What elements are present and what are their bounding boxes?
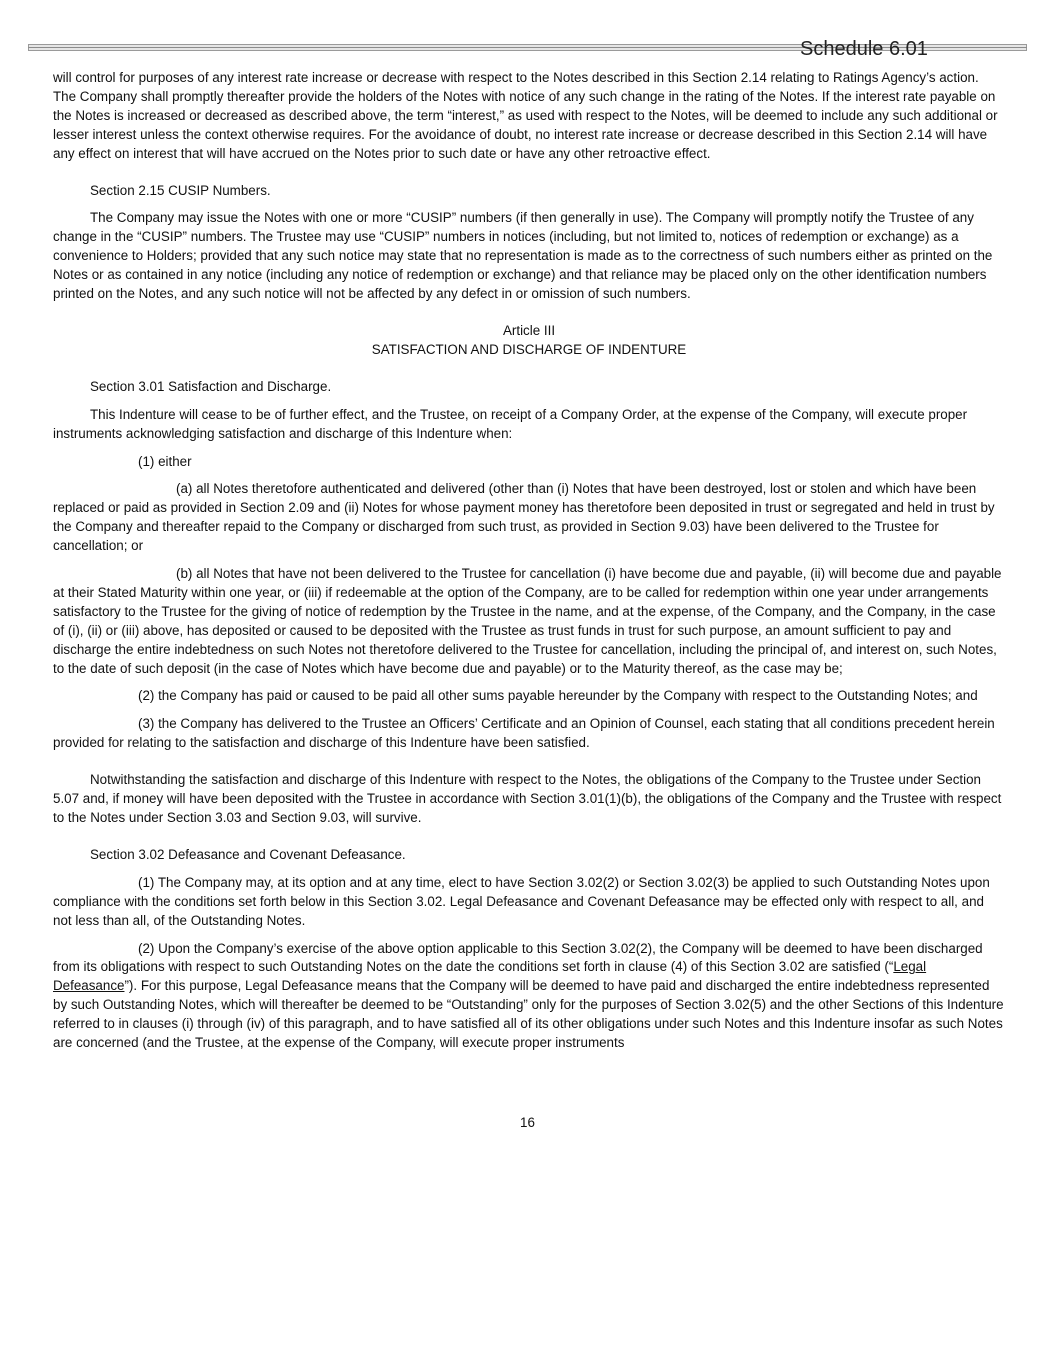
defined-term-legal-defeasance: Legal Defeasance bbox=[53, 959, 927, 994]
schedule-label: Schedule 6.01 bbox=[800, 38, 928, 60]
clause-1: (1) either bbox=[138, 453, 192, 469]
section-2-15-paragraph: The Company may issue the Notes with one or more “CUSIP” numbers (if then generally in use). The Company will promptly notify the Trustee of any change in the “CUSIP” numbers. The Trustee may use “CUSIP” numbers in notices (including, but not limited to, notices of redemption or exchange) as a convenience to Holders; provided that any such notice may state that no representation is made as to the correctness of such numbers either as printed on the Notes or as contained in any notice (including any notice of redemption or exchange) and that reliance may be placed only on the other identification numbers printed on the Notes, and any such notice will not be affected by any defect in or omission of such numbers. bbox=[53, 210, 993, 302]
section-2-15-heading: Section 2.15 CUSIP Numbers. bbox=[90, 182, 271, 198]
section-3-02-clause-2 bbox=[53, 940, 1005, 1053]
page-number: 16 bbox=[520, 1115, 535, 1130]
clause-2-text-end: ”). For this purpose, Legal Defeasance means that the Company will be deemed to have paid and discharged the entire indebtedness represented by such Outstanding Notes, which will thereafter be deemed to be “Outstanding” only for the purposes of Section 3.02(5) and the other Sections of this Indenture referred to in clauses (i) through (iv) of this paragraph, and to have satisfied all of its other obligations under such Notes and this Indenture insofar as such Notes are concerned (and the Trustee, at the expense of the Company, will execute proper instruments bbox=[53, 978, 1004, 1051]
section-3-01-paragraph: This Indenture will cease to be of further effect, and the Trustee, on receipt of a Company Order, at the expense of the Company, will execute proper instruments acknowledging satisfaction and discharge of this Indenture when: bbox=[53, 406, 968, 441]
paragraph-carryover: will control for purposes of any interest rate increase or decrease with respect to the Notes described in this Section 2.14 relating to Ratings Agency’s action. The Company shall promptly thereafter provide the holders of the Notes with notice of any such change in the rating of the Notes. If the interest rate payable on the Notes is increased or decreased as described above, the term “interest,” as used with respect to the Notes, will be deemed to include any such additional or lesser interest unless the context otherwise requires. For the avoidance of doubt, no interest rate increase or decrease described in this Section 2.14 will have any effect on interest that will have accrued on the Notes prior to such date or have any other retroactive effect. bbox=[53, 70, 998, 161]
clause-2-text-start: (2) Upon the Company’s exercise of the above option applicable to this Section 3.02(2), the Company will be deemed to have been discharged from its obligations with respect to such Outstanding Notes on the date the conditions set forth in clause (4) of this Section 3.02 are satisfied (“ bbox=[53, 940, 983, 975]
clause-3: (3) the Company has delivered to the Trustee an Officers’ Certificate and an Opinion of Counsel, each stating that all conditions precedent herein provided for relating to the satisfaction and discharge of this Indenture have been satisfied. bbox=[53, 716, 995, 751]
article-subtitle: SATISFACTION AND DISCHARGE OF INDENTURE bbox=[371, 341, 687, 357]
page-body bbox=[53, 69, 1005, 1053]
clause-1b: (b) all Notes that have not been delivered to the Trustee for cancellation (i) have become due and payable, (ii) will become due and payable at their Stated Maturity within one year, or (iii) if redeemable at the option of the Company, are to be called for redemption within one year under arrangements satisfactory to the Trustee for the giving of notice of redemption by the Trustee in the name, and at the expense, of the Company, and the Company, in the case of (i), (ii) or (iii) above, has deposited or caused to be deposited with the Trustee as trust funds in trust for such purpose, an amount sufficient to pay and discharge the entire indebtedness on such Notes not theretofore delivered to the Trustee for cancellation, including the principal of, and interest on, such Notes, to the date of such deposit (in the case of Notes which have become due and payable) or to the Maturity thereof, as the case may be; bbox=[53, 566, 1002, 676]
section-3-01-heading: Section 3.01 Satisfaction and Discharge. bbox=[90, 378, 332, 394]
section-3-02-heading: Section 3.02 Defeasance and Covenant Defeasance. bbox=[90, 846, 406, 862]
article-title: Article III bbox=[502, 322, 556, 338]
section-3-02-clause-1: (1) The Company may, at its option and at any time, elect to have Section 3.02(2) or Section 3.02(3) be applied to such Outstanding Notes upon compliance with the conditions set forth below in this Section 3.02. Legal Defeasance and Covenant Defeasance may be effected only with respect to all, and not less than all, of the Outstanding Notes. bbox=[53, 874, 990, 928]
notwithstanding-paragraph: Notwithstanding the satisfaction and discharge of this Indenture with respect to the Notes, the obligations of the Company to the Trustee under Section 5.07 and, if money will have been deposited with the Trustee in accordance with Section 3.01(1)(b), the obligations of the Company and the Trustee with respect to the Notes under Section 3.03 and Section 9.03, will survive. bbox=[53, 772, 1002, 825]
clause-1a: (a) all Notes theretofore authenticated and delivered (other than (i) Notes that have been destroyed, lost or stolen and which have been replaced or paid as provided in Section 2.09 and (ii) Notes for whose payment money has theretofore been deposited in trust or segregated and held in trust by the Company and thereafter repaid to the Company or discharged from such trust, as provided in Section 9.03) have been delivered to the Trustee for cancellation; or bbox=[53, 481, 995, 554]
clause-2: (2) the Company has paid or caused to be paid all other sums payable hereunder by the Company with respect to the Outstanding Notes; and bbox=[138, 688, 978, 704]
